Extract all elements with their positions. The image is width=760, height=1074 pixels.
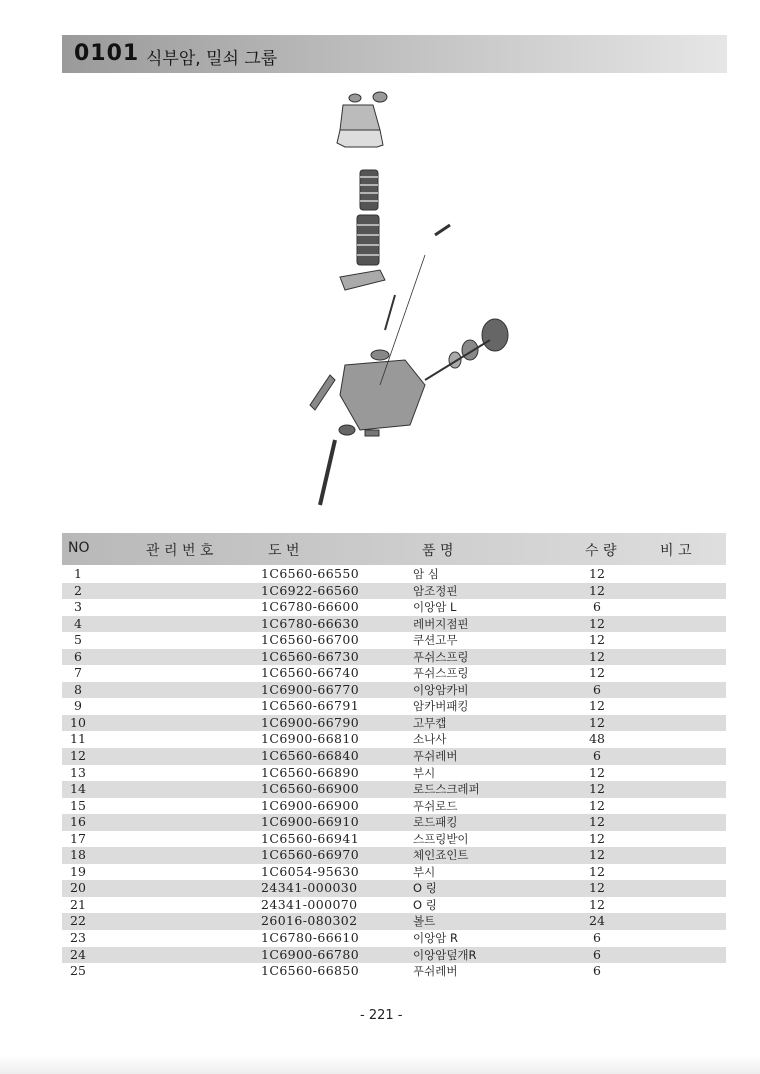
row-number: 24 — [70, 946, 86, 962]
row-number: 22 — [70, 913, 86, 929]
row-number: 15 — [70, 797, 86, 813]
part-name: 이앙암 R — [413, 931, 458, 946]
table-row — [62, 963, 726, 980]
quantity: 6 — [593, 946, 601, 962]
part-name: 푸쉬스프링 — [413, 666, 469, 681]
row-number: 20 — [70, 880, 86, 896]
part-name: 레버지점핀 — [413, 616, 469, 631]
part-name: 고무캡 — [413, 715, 447, 730]
part-name: 체인죠인트 — [413, 848, 469, 863]
table-row — [62, 947, 726, 964]
table-row — [62, 682, 726, 699]
row-number: 21 — [70, 896, 86, 912]
page-number: - 221 - — [360, 1008, 403, 1023]
table-row — [62, 831, 726, 848]
part-name: 푸쉬로드 — [413, 798, 458, 813]
row-number: 1 — [74, 566, 82, 581]
part-name: 푸쉬스프링 — [413, 649, 469, 664]
quantity: 12 — [589, 665, 605, 681]
part-name: 암 심 — [413, 567, 439, 581]
header-no: NO — [68, 540, 90, 556]
part-name: 볼트 — [413, 914, 436, 929]
part-name: 소나사 — [413, 732, 447, 747]
table-row — [62, 781, 726, 798]
quantity: 12 — [589, 880, 605, 896]
table-row — [62, 880, 726, 897]
drawing-number: 1C6560-66840 — [261, 748, 360, 764]
row-number: 5 — [74, 632, 82, 648]
drawing-number: 1C6900-66810 — [261, 731, 360, 747]
table-row — [62, 798, 726, 815]
quantity: 12 — [589, 781, 605, 797]
table-row — [62, 930, 726, 947]
table-row — [62, 765, 726, 782]
drawing-number: 1C6560-66550 — [261, 566, 360, 581]
drawing-number: 1C6900-66910 — [261, 814, 360, 830]
table-row — [62, 913, 726, 930]
section-code: 0101 — [74, 41, 140, 66]
part-name: 푸쉬레버 — [413, 749, 458, 764]
part-name: 푸쉬레버 — [413, 964, 458, 979]
table-row — [62, 748, 726, 765]
table-row — [62, 731, 726, 748]
table-row — [62, 897, 726, 914]
drawing-number: 24341-000070 — [261, 896, 358, 912]
row-number: 6 — [74, 648, 82, 664]
table-row — [62, 583, 726, 600]
header-mgmt-number: 관 리 번 호 — [146, 543, 214, 559]
drawing-number: 24341-000030 — [261, 880, 358, 896]
row-number: 17 — [70, 830, 86, 846]
quantity: 12 — [589, 863, 605, 879]
header-drawing-number: 도 번 — [268, 543, 300, 559]
table-row — [62, 616, 726, 633]
quantity: 6 — [593, 748, 601, 764]
quantity: 12 — [589, 648, 605, 664]
part-name: O 링 — [413, 881, 437, 896]
quantity: 12 — [589, 764, 605, 780]
quantity: 12 — [589, 615, 605, 631]
table-row — [62, 566, 726, 583]
quantity: 12 — [589, 797, 605, 813]
header-part-name: 품 명 — [422, 543, 454, 559]
drawing-number: 1C6900-66900 — [261, 797, 360, 813]
quantity: 12 — [589, 582, 605, 598]
row-number: 14 — [70, 781, 86, 797]
quantity: 12 — [589, 698, 605, 714]
table-row — [62, 632, 726, 649]
quantity: 12 — [589, 566, 605, 581]
header-note: 비 고 — [660, 543, 692, 559]
section-title: 식부암, 밀쇠 그룹 — [146, 49, 278, 69]
quantity: 6 — [593, 963, 601, 979]
part-name: 이앙암카비 — [413, 682, 469, 697]
drawing-number: 1C6560-66850 — [261, 963, 360, 979]
drawing-number: 1C6780-66630 — [261, 615, 360, 631]
parts-table-body — [62, 566, 726, 980]
part-name: O 링 — [413, 897, 437, 912]
table-row — [62, 649, 726, 666]
row-number: 2 — [74, 582, 82, 598]
drawing-number: 1C6780-66610 — [261, 930, 360, 946]
drawing-number: 1C6922-66560 — [261, 582, 360, 598]
header-quantity: 수 량 — [585, 543, 617, 559]
quantity: 24 — [589, 913, 605, 929]
quantity: 6 — [593, 681, 601, 697]
table-row — [62, 665, 726, 682]
part-name: 이앙암덮개R — [413, 947, 477, 962]
quantity: 6 — [593, 599, 601, 615]
quantity: 12 — [589, 896, 605, 912]
quantity: 12 — [589, 847, 605, 863]
row-number: 16 — [70, 814, 86, 830]
row-number: 23 — [70, 930, 86, 946]
exploded-parts-diagram — [285, 85, 525, 525]
drawing-number: 1C6900-66790 — [261, 714, 360, 730]
row-number: 9 — [74, 698, 82, 714]
table-row — [62, 599, 726, 616]
row-number: 4 — [74, 615, 82, 631]
part-name: 로드스크레퍼 — [413, 782, 480, 797]
row-number: 18 — [70, 847, 86, 863]
part-name: 이앙암 L — [413, 600, 457, 615]
drawing-number: 1C6560-66941 — [261, 830, 360, 846]
table-header — [62, 533, 726, 565]
drawing-number: 1C6054-95630 — [261, 863, 360, 879]
quantity: 6 — [593, 930, 601, 946]
table-row — [62, 814, 726, 831]
drawing-number: 1C6560-66900 — [261, 781, 360, 797]
drawing-number: 1C6560-66730 — [261, 648, 360, 664]
drawing-number: 1C6900-66770 — [261, 681, 360, 697]
drawing-number: 1C6900-66780 — [261, 946, 360, 962]
section-header — [62, 35, 727, 73]
quantity: 12 — [589, 830, 605, 846]
drawing-number: 1C6560-66740 — [261, 665, 360, 681]
drawing-number: 26016-080302 — [261, 913, 358, 929]
row-number: 10 — [70, 714, 86, 730]
row-number: 11 — [70, 731, 86, 747]
drawing-number: 1C6560-66890 — [261, 764, 360, 780]
row-number: 25 — [70, 963, 86, 979]
row-number: 12 — [70, 748, 86, 764]
quantity: 12 — [589, 714, 605, 730]
quantity: 12 — [589, 814, 605, 830]
drawing-number: 1C6780-66600 — [261, 599, 360, 615]
row-number: 3 — [74, 599, 82, 615]
quantity: 48 — [589, 731, 605, 747]
part-name: 부시 — [413, 864, 436, 879]
drawing-number: 1C6560-66700 — [261, 632, 360, 648]
bottom-edge — [0, 1055, 760, 1074]
part-name: 암카버패킹 — [413, 699, 469, 714]
row-number: 7 — [74, 665, 82, 681]
row-number: 19 — [70, 863, 86, 879]
part-name: 로드패킹 — [413, 815, 458, 830]
table-row — [62, 715, 726, 732]
drawing-number: 1C6560-66970 — [261, 847, 360, 863]
table-row — [62, 698, 726, 715]
row-number: 8 — [74, 681, 82, 697]
drawing-number: 1C6560-66791 — [261, 698, 360, 714]
quantity: 12 — [589, 632, 605, 648]
part-name: 부시 — [413, 765, 436, 780]
row-number: 13 — [70, 764, 86, 780]
part-name: 스프링받이 — [413, 831, 469, 846]
table-row — [62, 847, 726, 864]
part-name: 암조정핀 — [413, 583, 458, 598]
part-name: 쿠션고무 — [413, 633, 458, 648]
table-row — [62, 864, 726, 881]
